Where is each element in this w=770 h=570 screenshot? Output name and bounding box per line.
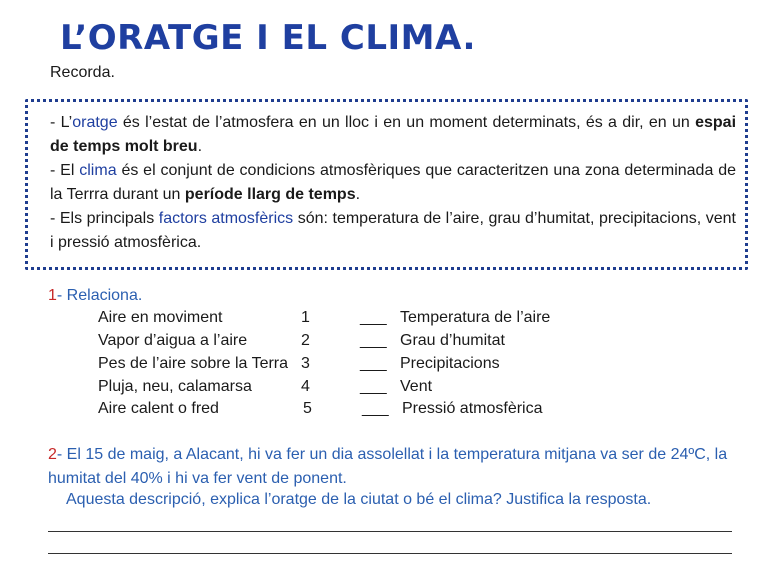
- match-blank[interactable]: ___: [360, 332, 387, 349]
- match-number: 4: [301, 378, 310, 395]
- term-oratge: oratge: [72, 114, 118, 131]
- match-blank[interactable]: ___: [360, 355, 387, 372]
- question-1-number: 1: [48, 287, 57, 304]
- match-blank[interactable]: ___: [360, 309, 387, 326]
- summary-text: [50, 111, 736, 255]
- match-left: Vapor d’aigua a l’aire: [98, 332, 248, 349]
- question-2-number: 2: [48, 446, 57, 463]
- match-right: Vent: [400, 378, 433, 395]
- answer-line[interactable]: [48, 553, 732, 554]
- match-left: Aire en moviment: [98, 309, 223, 326]
- definition-oratge: - L’oratge és l’estat de l’atmosfera en un lloc i en un moment determinats, és a dir, en un espai de temps molt breu.: [50, 114, 737, 155]
- question-2-prompt: Aquesta descripció, explica l’oratge de la ciutat o bé el clima? Justifica la resposta.: [66, 491, 652, 508]
- keyword-long-time: període llarg de temps: [184, 186, 356, 203]
- question-1-heading: 1- Relaciona.: [48, 287, 143, 304]
- term-clima: clima: [79, 162, 117, 179]
- question-2-text: 2- El 15 de maig, a Alacant, hi va fer un dia assolellat i la temperatura mitjana va ser de 24ºC, la humitat del 40% i hi va fer vent de ponent.: [48, 446, 728, 487]
- answer-line[interactable]: [48, 531, 732, 532]
- match-number: 2: [301, 332, 310, 349]
- definition-factors: - Els principals factors atmosfèrics són: temperatura de l’aire, grau d’humitat, precipitacions, vent i pressió atmosfèrica.: [50, 210, 737, 251]
- match-left: Aire calent o fred: [98, 400, 219, 417]
- match-right: Temperatura de l’aire: [400, 309, 551, 326]
- match-right: Grau d’humitat: [400, 332, 505, 349]
- match-left: Pes de l’aire sobre la Terra: [98, 355, 289, 372]
- match-number: 3: [301, 355, 310, 372]
- match-right: Pressió atmosfèrica: [402, 400, 543, 417]
- page-title: L’ORATGE I EL CLIMA.: [60, 18, 476, 58]
- match-blank[interactable]: ___: [362, 400, 389, 417]
- match-number: 5: [303, 400, 312, 417]
- match-blank[interactable]: ___: [360, 378, 387, 395]
- recorda-heading: Recorda.: [50, 64, 115, 81]
- term-factors: factors atmosfèrics: [158, 210, 294, 227]
- definition-clima: - El clima és el conjunt de condicions atmosfèriques que caracteritzen una zona determinada de la Terrra durant un període llarg de temps.: [50, 162, 736, 203]
- match-left: Pluja, neu, calamarsa: [98, 378, 252, 395]
- match-number: 1: [301, 309, 310, 326]
- keyword-short-time: espai de temps molt breu: [50, 114, 737, 155]
- match-right: Precipitacions: [400, 355, 500, 372]
